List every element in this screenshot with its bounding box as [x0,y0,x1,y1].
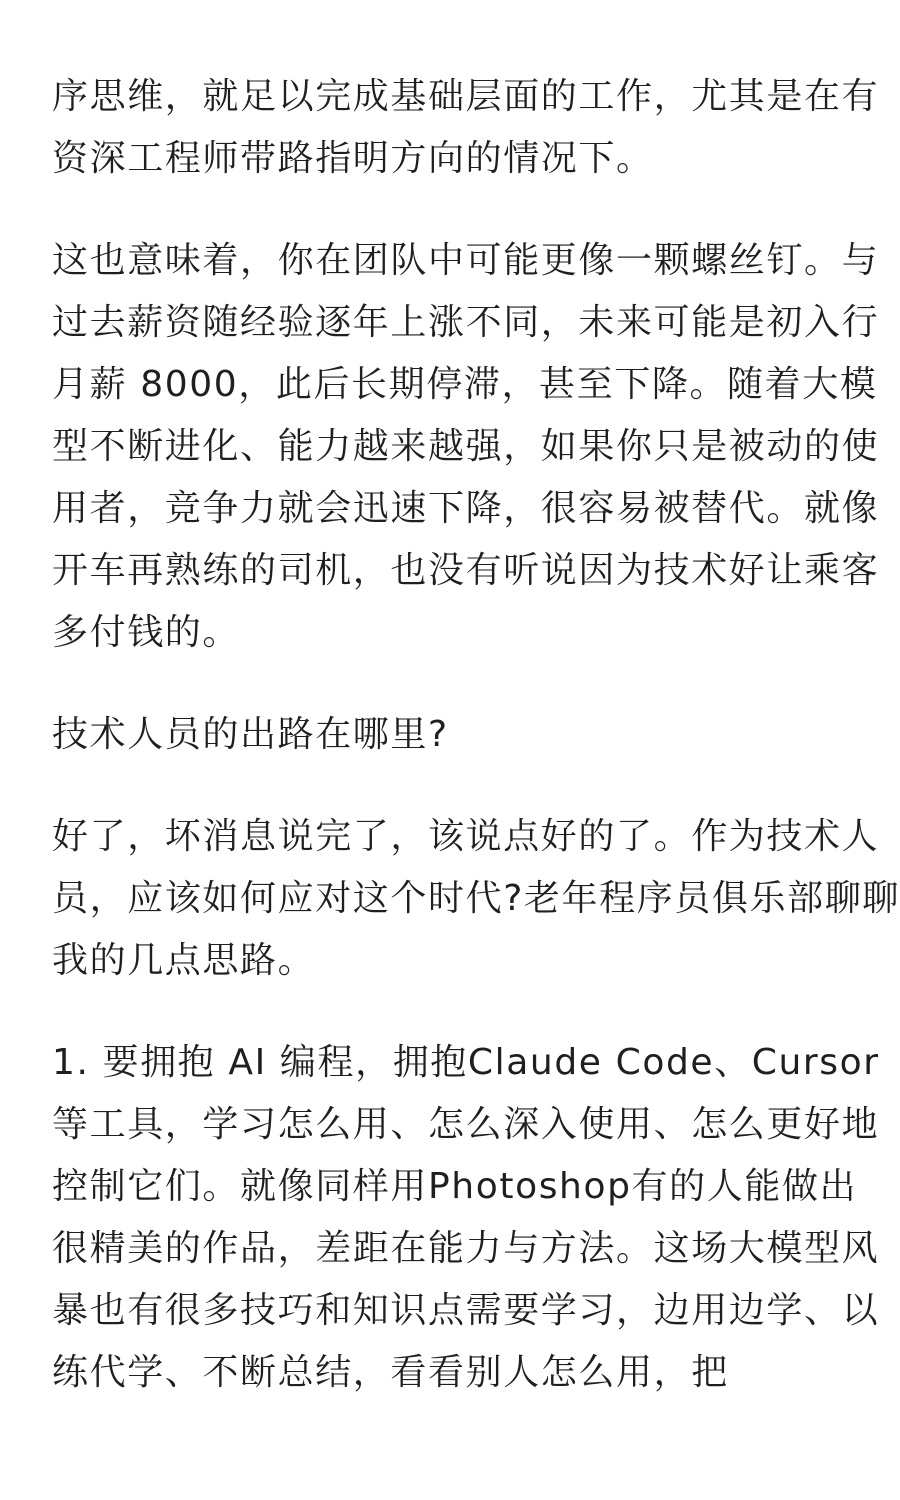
text-line: 月薪 8000，此后长期停滞，甚至下降。随着大模 [52,364,878,405]
text-line: 过去薪资随经验逐年上涨不同，未来可能是初入行 [52,302,880,343]
paragraph-2 [52,230,880,664]
text-line: 很精美的作品，差距在能力与方法。这场大模型风 [52,1228,880,1269]
paragraph-1 [52,66,880,190]
text-line: 控制它们。就像同样用Photoshop有的人能做出 [52,1166,858,1207]
text-line: 等工具，学习怎么用、怎么深入使用、怎么更好地 [52,1104,880,1145]
section-heading [52,704,852,766]
paragraph-5 [52,1032,880,1404]
text-line: 技术人员的出路在哪里? [52,714,449,755]
text-line: 1. 要拥抱 AI 编程，拥抱Claude Code、Cursor [52,1042,880,1083]
text-line: 这也意味着，你在团队中可能更像一颗螺丝钉。与 [52,240,880,281]
text-line: 练代学、不断总结，看看别人怎么用，把 [52,1352,729,1393]
text-line: 资深工程师带路指明方向的情况下。 [52,138,654,179]
text-line: 员，应该如何应对这个时代?老年程序员俱乐部聊聊 [52,878,900,919]
text-line: 暴也有很多技巧和知识点需要学习，边用边学、以 [52,1290,880,1331]
text-line: 我的几点思路。 [52,940,316,981]
text-line: 用者，竞争力就会迅速下降，很容易被替代。就像 [52,488,880,529]
text-line: 序思维，就足以完成基础层面的工作，尤其是在有 [52,76,880,117]
paragraph-4 [52,806,900,992]
text-line: 开车再熟练的司机，也没有听说因为技术好让乘客 [52,550,880,591]
text-line: 多付钱的。 [52,612,241,653]
text-line: 型不断进化、能力越来越强，如果你只是被动的使 [52,426,880,467]
article-body [52,66,900,1444]
text-line: 好了，坏消息说完了，该说点好的了。作为技术人 [52,816,880,857]
